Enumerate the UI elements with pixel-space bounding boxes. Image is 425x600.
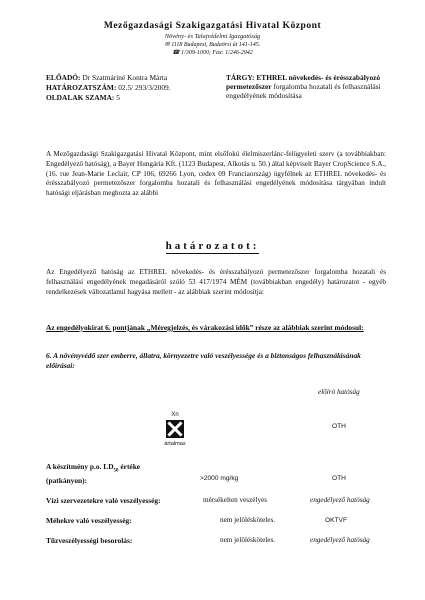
table-row-aquatic-authority: engedélyező hatóság: [310, 496, 370, 504]
institution-title: Mezőgazdasági Szakigazgatási Hivatal Központ: [103, 20, 322, 31]
table-row-aquatic-label: Vízi szervezetekre való veszélyesség:: [46, 496, 161, 505]
institution-subtitle: Növény- és Talajvédelmi Igazgatóság: [164, 33, 261, 40]
hazard-authority: OTH: [332, 423, 346, 430]
subject-label: TÁRGY:: [226, 73, 255, 82]
pages-value: 5: [116, 93, 120, 102]
decision-heading: [0, 240, 425, 252]
table-row-fire-label: Tűzveszélyességi besorolás:: [46, 536, 133, 545]
case-label: HATÁROZATSZÁM:: [46, 83, 117, 92]
subject-bold-text: ETHREL növekedés- és érésszabályozó permetezőszer: [226, 73, 381, 91]
institution-phone: [0, 49, 425, 56]
table-row-ld50-value: >2000 mg/kg: [200, 475, 239, 482]
table-row-ld50-label: [46, 462, 140, 486]
table-row-bees-label: Méhekre való veszélyesség:: [46, 516, 132, 525]
address-text: 1118 Budapest, Budaörsi út 141-145.: [171, 42, 261, 48]
mail-icon: ✉: [164, 42, 170, 48]
case-number-line: [46, 83, 171, 92]
page-count-line: [46, 93, 120, 102]
author-line: [46, 73, 167, 82]
hazard-code: Xn: [171, 412, 179, 418]
subsection-heading: 6. A növényvédő szer emberre, állatra, környezetre való veszélyessége és a biztonságos felhasználásának előírásai:: [46, 351, 361, 370]
table-row-fire-authority: engedélyező hatóság: [310, 536, 370, 544]
phone-icon: ☎: [172, 50, 180, 56]
hazard-label: ártalmas: [164, 441, 186, 447]
intro-paragraph: A Mezőgazdasági Szakigazgatási Hivatal Központ, mint elsőfokú élelmiszerlánc-felügyeleti szerv (a továbbiakban: Engedélyező hatóság), a Bayer Hungária Kft. (1123 Budapest, Alkotás u. 50.) által képviselt Bayer CropScience S.A., (16. rue Jean-Marie Leclair, CP 106, 69266 Lyon, cedex 09 Franciaország) ügyfélnek az ETHREL növekedés- és érésszabályozó permetezőszer forgalomba hozatali és felhasználási engedélyének módosítása tárgyában indult hatósági eljárásban meghozta az alábbi: [46, 150, 386, 198]
phone-text: 1/309-1000; Fax: 1/246-2942: [181, 50, 253, 56]
hazard-symbol: [155, 412, 195, 447]
authority-column-header: előíró hatóság: [318, 388, 360, 396]
author-value: Dr Szatmáriné Kontra Márta: [82, 73, 168, 82]
table-row-fire-value: nem jelölésköteles.: [220, 536, 276, 544]
table-row-bees-authority: OKTVF: [325, 517, 347, 524]
institution-address: [0, 41, 425, 48]
decision-paragraph: Az Engedélyező hatóság az ETHREL növekedés- és érésszabályozó permetezőszer forgalomba hozatali és felhasználási engedélyének megadásáról szóló 53 417/1974 MÉM (továbbiakban engedély) határozatot - egyéb rendelkezések változatlanul hagyása mellett - az alábbiak szerint módosítja:: [46, 268, 386, 296]
decision-heading-text: határozatot:: [165, 240, 260, 252]
table-row-bees-value: nem jelölésköteles.: [220, 516, 276, 524]
harmful-x-icon: [166, 420, 184, 438]
author-label: ELŐADÓ:: [46, 73, 81, 82]
subject-block: [226, 73, 386, 100]
ld50-label-pre: A készítmény p.o. LD: [46, 462, 114, 471]
section-heading: Az engedélyokirat 6. pontjának „Méregjelzés, és várakozási idők” része az alábbiak szerint módosul:: [46, 323, 364, 332]
table-row-ld50-authority: OTH: [332, 475, 346, 482]
case-value: 02.5/ 293/3/2009.: [118, 83, 171, 92]
pages-label: OLDALAK SZAMA:: [46, 93, 115, 102]
ld50-label-line2: (patkányon):: [46, 476, 88, 486]
ld50-label-sub: 50: [113, 468, 119, 474]
subject-rest-text: forgalomba hozatali és felhasználási engedélyének módosítása: [226, 82, 381, 100]
table-row-aquatic-value: mérsékelten veszélyes: [203, 496, 268, 504]
ld50-label-post: értéke: [118, 462, 141, 471]
